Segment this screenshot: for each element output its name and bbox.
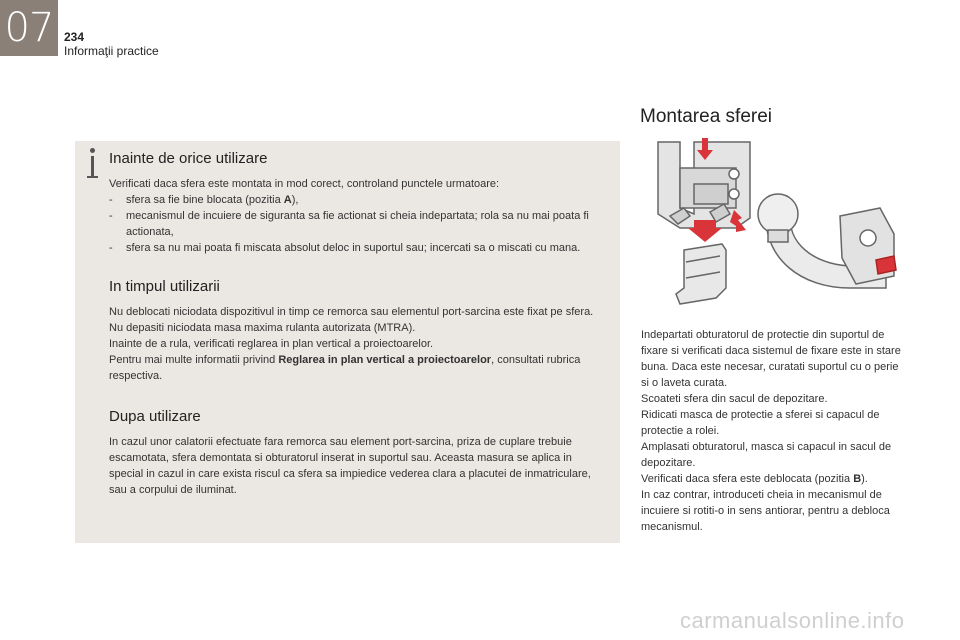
mounting-title: Montarea sferei — [640, 106, 773, 127]
mount-step-4: Amplasati obturatorul, masca si capacul in sacul de depozitare. — [641, 441, 892, 469]
section-name: Informaţii practice — [64, 44, 159, 58]
mount-step-1: Indepartati obturatorul de protectie din suportul de fixare si verificati daca sistemul de fixare este in stare buna. Daca este necesar, curatati suportul cu o perie si o laveta curata. — [641, 329, 901, 389]
mount-step-2: Scoateti sfera din sacul de depozitare. — [641, 393, 828, 405]
during-use-p3: Inainte de a rula, verificati reglarea in plan vertical a proiectoarelor. — [109, 338, 434, 350]
towball-illustration — [650, 138, 910, 314]
mount-step-3: Ridicati masca de protectie a sferei si capacul de protectie a rolei. — [641, 409, 880, 437]
after-use-text: In cazul unor calatorii efectuate fara remorca sau element port-sarcina, priza de cuplare trebuie escamotata, sfera demontata si obturatorul inserat in suportul sau. Aceasta masura se aplica in special in cazul in care exista riscul ca sfera sa impiedice vederea clara a placutei de inmatriculare, sau a corpului de iluminat. — [109, 436, 591, 496]
list-item: - sfera sa nu mai poata fi miscata absolut deloc in suportul sau; incercati sa o miscati cu mana. — [109, 240, 609, 256]
mount-step-6: In caz contrar, introduceti cheia in mecanismul de incuiere si rotiti-o in sens antiorar, pentru a debloca mecanismul. — [641, 489, 890, 533]
info-box-content — [109, 150, 609, 498]
list-item: - sfera sa fie bine blocata (pozitia A), — [109, 192, 609, 208]
info-icon — [83, 146, 103, 182]
mount-step-5: Verificati daca sfera este deblocata (pozitia B). — [641, 473, 868, 485]
mounting-instructions — [641, 327, 909, 535]
during-use-p1: Nu deblocati niciodata dispozitivul in timp ce remorca sau elementul port-sarcina este fixat pe sfera. — [109, 306, 594, 318]
before-use-list — [109, 192, 609, 256]
before-use-intro: Verificati daca sfera este montata in mod corect, controland punctele urmatoare: — [109, 178, 500, 190]
list-item: - mecanismul de incuiere de siguranta sa fie actionat si cheia indepartata; rola sa nu mai poata fi actionata, — [109, 208, 609, 240]
section-title-before-use: Inainte de orice utilizare — [109, 150, 268, 167]
page-number: 234 — [64, 30, 85, 44]
section-title-during-use: In timpul utilizarii — [109, 278, 220, 295]
during-use-p2: Nu depasiti niciodata masa maxima rulanta autorizata (MTRA). — [109, 322, 416, 334]
section-title-after-use: Dupa utilizare — [109, 408, 201, 425]
during-use-p4: Pentru mai multe informatii privind Reglarea in plan vertical a proiectoarelor, consultati rubrica respectiva. — [109, 354, 581, 382]
chapter-tab: 07 — [0, 0, 58, 56]
watermark: carmanualsonline.info — [680, 608, 905, 633]
